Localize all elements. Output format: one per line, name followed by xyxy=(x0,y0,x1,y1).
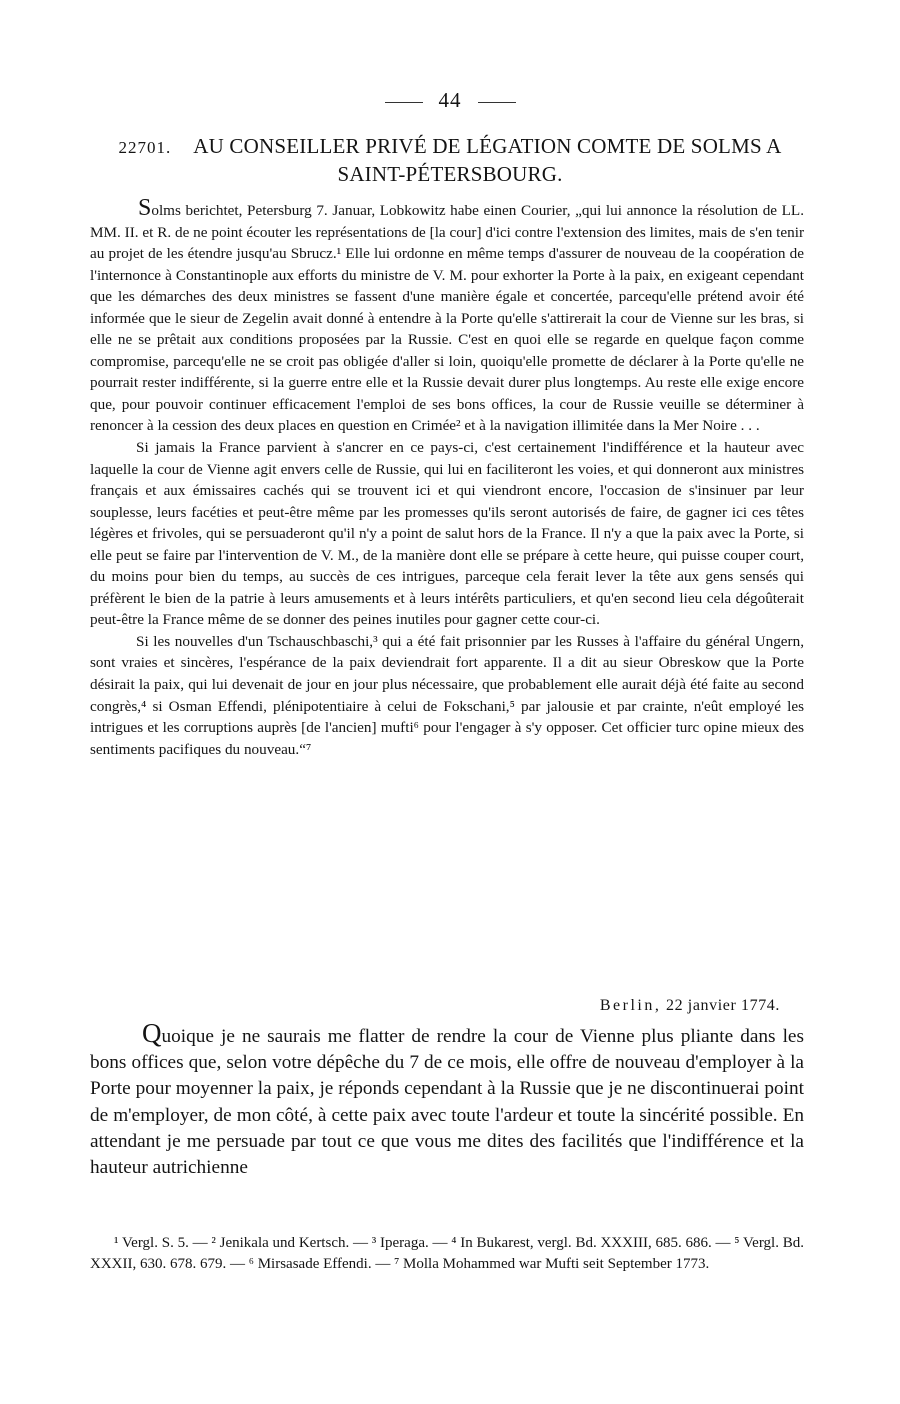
document-title: AU CONSEILLER PRIVÉ DE LÉGATION COMTE DE SOLMS A SAINT-PÉTERSBOURG. xyxy=(193,134,782,186)
dateline xyxy=(500,997,780,1015)
letter-body xyxy=(90,1018,804,1181)
footnotes-text: ¹ Vergl. S. 5. — ² Jenikala und Kertsch. — ³ Iperaga. — ⁴ In Bukarest, vergl. Bd. XXXIII, 685. 686. — ⁵ Vergl. Bd. XXXII, 630. 678. 679. — ⁶ Mirsasade Effendi. — ⁷ Molla Mohammed war Mufti seit September 1773. xyxy=(90,1235,804,1272)
dateline-date: 22 janvier 1774. xyxy=(665,997,780,1014)
page-number: 44 xyxy=(438,88,462,112)
summary-paragraph-1-text: olms berichtet, Petersburg 7. Januar, Lobkowitz habe einen Courier, „qui lui annonce la résolution de LL. MM. II. et R. de ne point écouter les représentations de [la cour] d'ici contre l'extension des limites, mais de s'en tenir au projet de les étendre jusqu'au Sbrucz.¹ Elle lui ordonne en même temps d'assurer de nouveau de la coopération de l'internonce à Constantinople aux efforts du ministre de V. M. pour exhorter la Porte à la paix, en exigeant cependant que les démarches des deux ministres se fassent d'une manière égale et concertée, parcequ'elle prétend avoir été informée que le sieur de Zegelin avait donné à entendre à la Porte qu'elle s'attirerait la cour de Vienne sur les bras, si elle ne se prêtait aux conditions proposées par la Russie. C'est en quoi elle se regarde en quelque façon comme compromise, parcequ'elle ne se croit pas obligée d'aller si loin, quoiqu'elle promette de déclarer à la Porte qu'elle ne pourrait rester indifférente, si la guerre entre elle et la Russie devait durer plus longtemps. Au reste elle exige encore que, pour pouvoir continuer efficacement l'emploi de ses bons offices, la cour de Russie veuille se déterminer à renoncer à la cession des deux places en question en Crimée² et à la navigation illimitée dans la Mer Noire . . . xyxy=(90,202,804,435)
summary-block xyxy=(90,195,804,760)
header-dash-left xyxy=(385,102,423,103)
document-heading xyxy=(90,133,810,187)
header-dash-right xyxy=(478,102,516,103)
summary-paragraph-2: Si jamais la France parvient à s'ancrer en ce pays-ci, c'est certainement l'indifférence et la hauteur avec laquelle la cour de Vienne agit envers celle de Russie, qui lui en faciliteront les voies, et qui donneront aux ministres français et aux émissaires cachés qui se trouvent ici et qui viendront encore, l'occasion de s'insinuer par leur souplesse, leurs facéties et peut-être même par les promesses qu'ils seront autorisés de faire, de gagner ici ces têtes légères et frivoles, qui se persuaderont qu'il n'y a point de salut hors de la France. Il n'y a que la paix avec la Porte, si elle peut se faire par l'intervention de V. M., de la manière dont elle se prépare à cette heure, qui puisse couper court, du moins pour bien du temps, au succès de ces intrigues, parceque cela ferait lever la tête aux gens sensés qui préfèrent le bien de la patrie à leurs amusements et à leurs intérêts particuliers, et qu'en second lieu cela dégoûterait peut-être la France même de se donner des peines inutiles pour gagner cette cour-ci. xyxy=(90,439,804,629)
page-header xyxy=(0,88,900,113)
document-number: 22701. xyxy=(118,138,172,157)
footnotes xyxy=(90,1233,804,1274)
dateline-place: Berlin, xyxy=(599,997,662,1014)
letter-initial-letter: Q xyxy=(142,1018,162,1048)
letter-text: uoique je ne saurais me flatter de rendre la cour de Vienne plus pliante dans les bons offices que, selon votre dépêche du 7 de ce mois, elle offre de nouveau d'employer à la Porte pour moyenner la paix, je réponds cependant à la Russie que je ne discontinuerai point de m'employer, de mon côté, à cette paix avec toute l'ardeur et toute la sincérité possible. En attendant je me persuade par tout ce que vous me dites des facilités que l'indifférence et la hauteur autrichienne xyxy=(90,1026,804,1179)
summary-paragraph-1 xyxy=(90,195,804,437)
summary-initial-letter: S xyxy=(138,195,152,221)
summary-paragraph-3: Si les nouvelles d'un Tschauschbaschi,³ qui a été fait prisonnier par les Russes à l'affaire du général Ungern, sont vraies et sincères, l'espérance de la paix deviendrait fort apparente. Il a dit au sieur Obreskow que la Porte désirait la paix, qui lui devenait de jour en jour plus nécessaire, que probablement elle aurait déjà été faite au second congrès,⁴ si Osman Effendi, plénipotentiaire à celui de Fokschani,⁵ par jalousie et par crainte, n'eût employé les intrigues et les corruptions auprès [de l'ancien] mufti⁶ pour l'engager à s'y opposer. Cet officier turc opine mieux des sentiments pacifiques du nouveau.“⁷ xyxy=(90,632,804,758)
